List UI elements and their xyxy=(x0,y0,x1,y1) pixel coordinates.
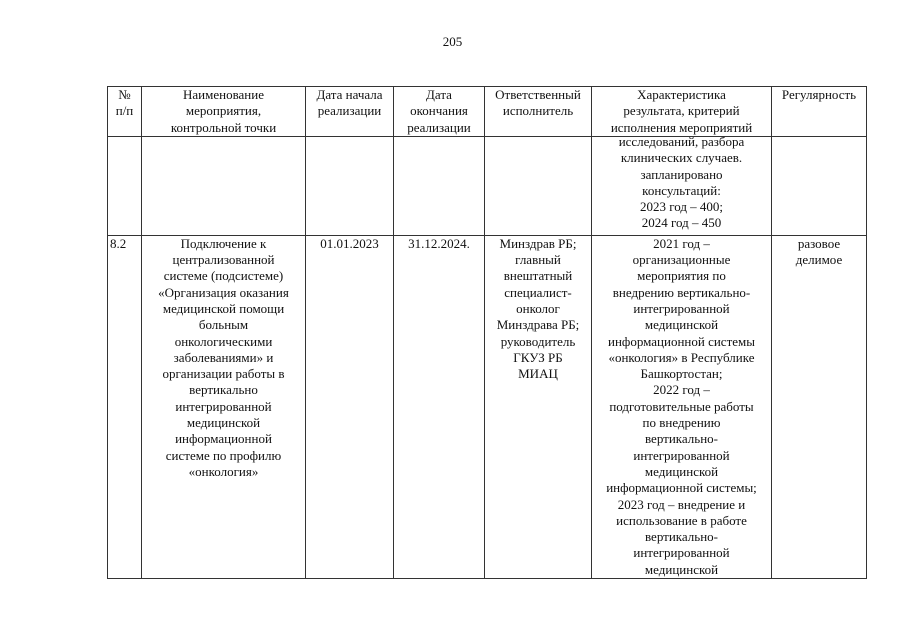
cell-end-date: 31.12.2024. xyxy=(394,235,485,578)
activities-table xyxy=(107,86,867,579)
header-responsible: Ответственный исполнитель xyxy=(485,87,592,137)
cell-responsible: Минздрав РБ; главный внештатный специалист- онколог Минздрава РБ; руководитель ГКУЗ РБ МИАЦ xyxy=(485,235,592,578)
header-name: Наименование мероприятия, контрольной точки xyxy=(142,87,306,137)
header-start-date: Дата начала реализации xyxy=(306,87,394,137)
cell-regularity: разовое делимое xyxy=(772,235,867,578)
cell-empty xyxy=(485,137,592,236)
table-row-8-2 xyxy=(108,235,867,578)
cell-empty xyxy=(108,137,142,236)
cell-empty xyxy=(142,137,306,236)
header-regularity: Регулярность xyxy=(772,87,867,137)
header-result: Характеристика результата, критерий исполнения мероприятий xyxy=(592,87,772,137)
header-number: № п/п xyxy=(108,87,142,137)
cell-activity-name: Подключение к централизованной системе (подсистеме) «Организация оказания медицинской помощи больным онкологическими заболеваниями» и организации работы в вертикально интегрированной медицинской информационной системе по профилю «онкология» xyxy=(142,235,306,578)
cell-result: 2021 год – организационные мероприятия по внедрению вертикально- интегрированной медицинской информационной системы «онкология» в Республике Башкортостан; 2022 год – подготовительные работы по внедрению вертикально- интегрированной медицинской информационной системы; 2023 год – внедрение и использование в работе вертикально- интегрированной медицинской xyxy=(592,235,772,578)
cell-empty xyxy=(394,137,485,236)
cell-row-number: 8.2 xyxy=(108,235,142,578)
header-end-date: Дата окончания реализации xyxy=(394,87,485,137)
cell-empty xyxy=(772,137,867,236)
table-row-continuation xyxy=(108,137,867,236)
table-header-row xyxy=(108,87,867,137)
cell-start-date: 01.01.2023 xyxy=(306,235,394,578)
result-continuation-text: исследований, разбора клинических случаев. запланировано консультаций: 2023 год – 400; 2024 год – 450 xyxy=(618,134,745,231)
cell-result-continuation xyxy=(592,134,772,236)
page-number: 205 xyxy=(442,34,463,49)
cell-empty xyxy=(306,137,394,236)
